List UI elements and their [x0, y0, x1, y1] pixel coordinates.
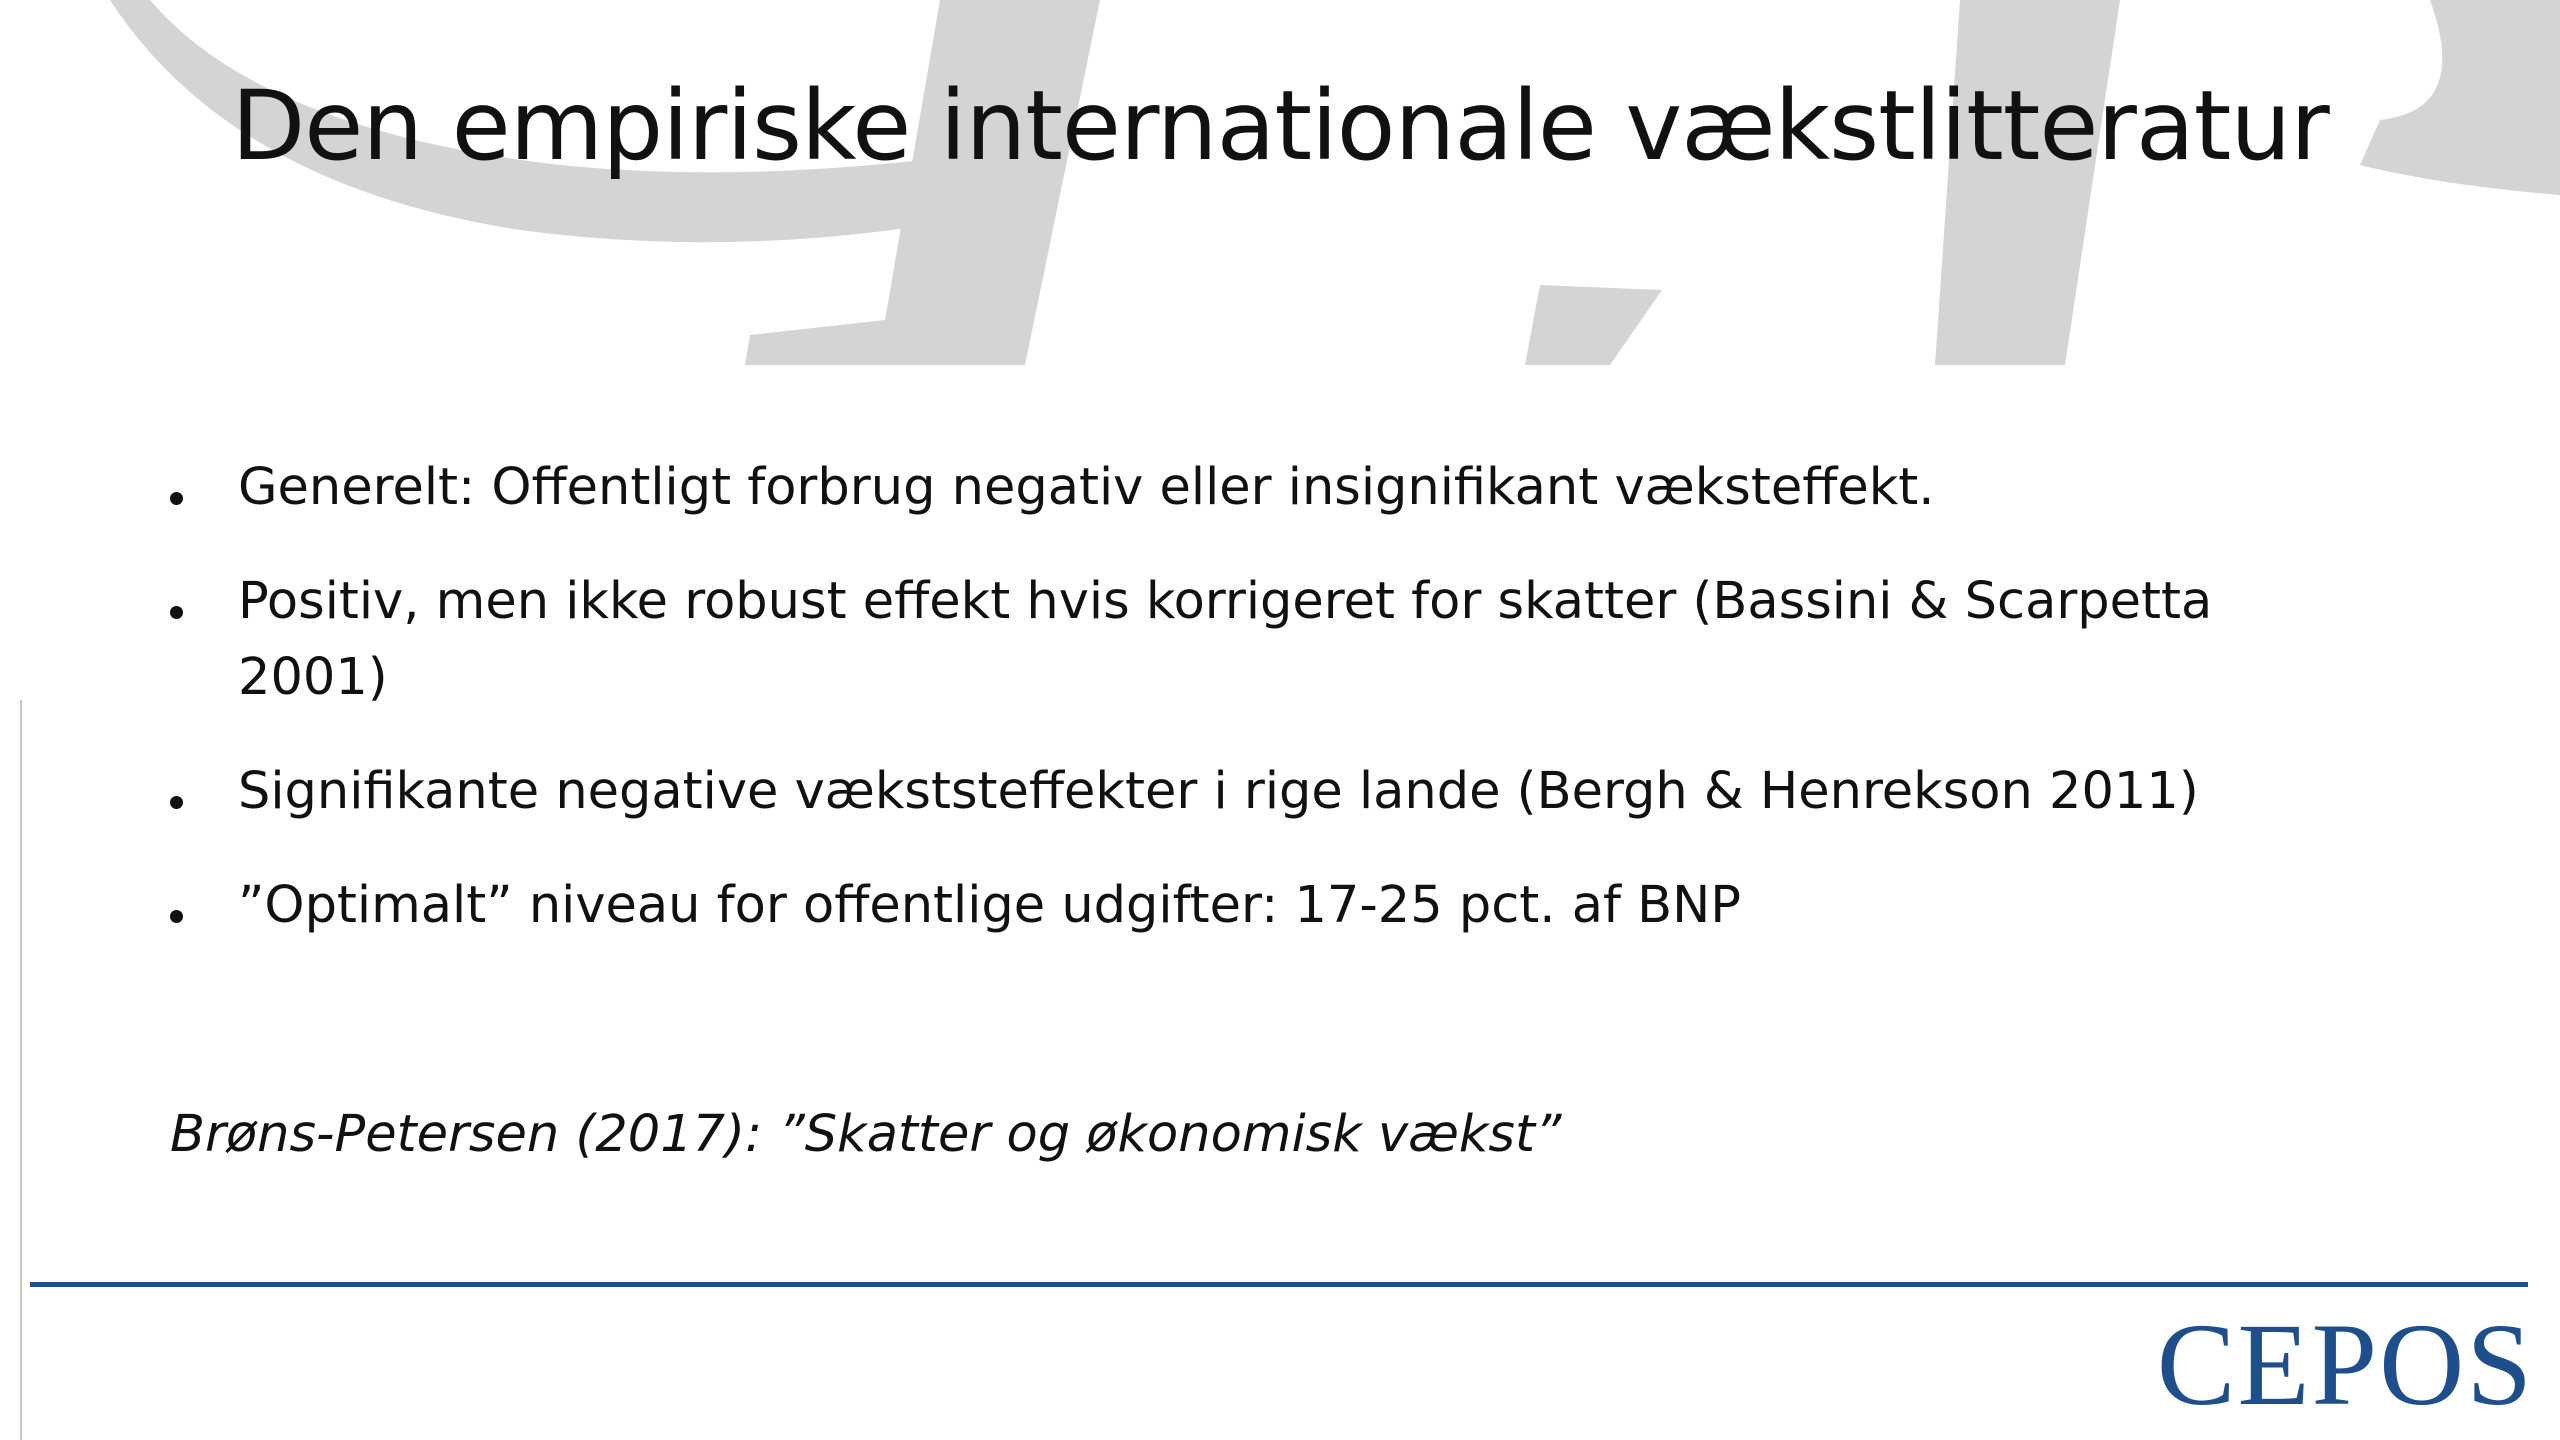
- bullet-list: [170, 450, 2320, 982]
- cepos-logo: CEPOS: [2156, 1299, 2534, 1430]
- cepos-watermark-logo: [0, 0, 2560, 400]
- bullet-icon: [170, 606, 183, 619]
- bullet-icon: [170, 910, 183, 923]
- bullet-text: Signifikante negative vækststeffekter i rige lande (Bergh & Henrekson 2011): [238, 762, 2199, 821]
- bullet-icon: [170, 796, 183, 809]
- bullet-icon: [170, 492, 183, 505]
- slide-title: Den empiriske internationale vækstlitteratur: [231, 70, 2329, 182]
- footer-divider: [30, 1282, 2528, 1287]
- bullet-item: [170, 868, 2320, 944]
- bullet-item: [170, 564, 2320, 716]
- left-edge-divider: [20, 700, 22, 1440]
- bullet-text: ”Optimalt” niveau for offentlige udgifter: 17-25 pct. af BNP: [238, 876, 1742, 935]
- source-citation: Brøns-Petersen (2017): ”Skatter og økonomisk vækst”: [170, 1105, 1562, 1164]
- bullet-item: [170, 754, 2320, 830]
- bullet-text: Positiv, men ikke robust effekt hvis korrigeret for skatter (Bassini & Scarpetta 2001): [238, 572, 2213, 707]
- bullet-item: [170, 450, 2320, 526]
- bullet-text: Generelt: Offentligt forbrug negativ eller insignifikant væksteffekt.: [238, 458, 1935, 517]
